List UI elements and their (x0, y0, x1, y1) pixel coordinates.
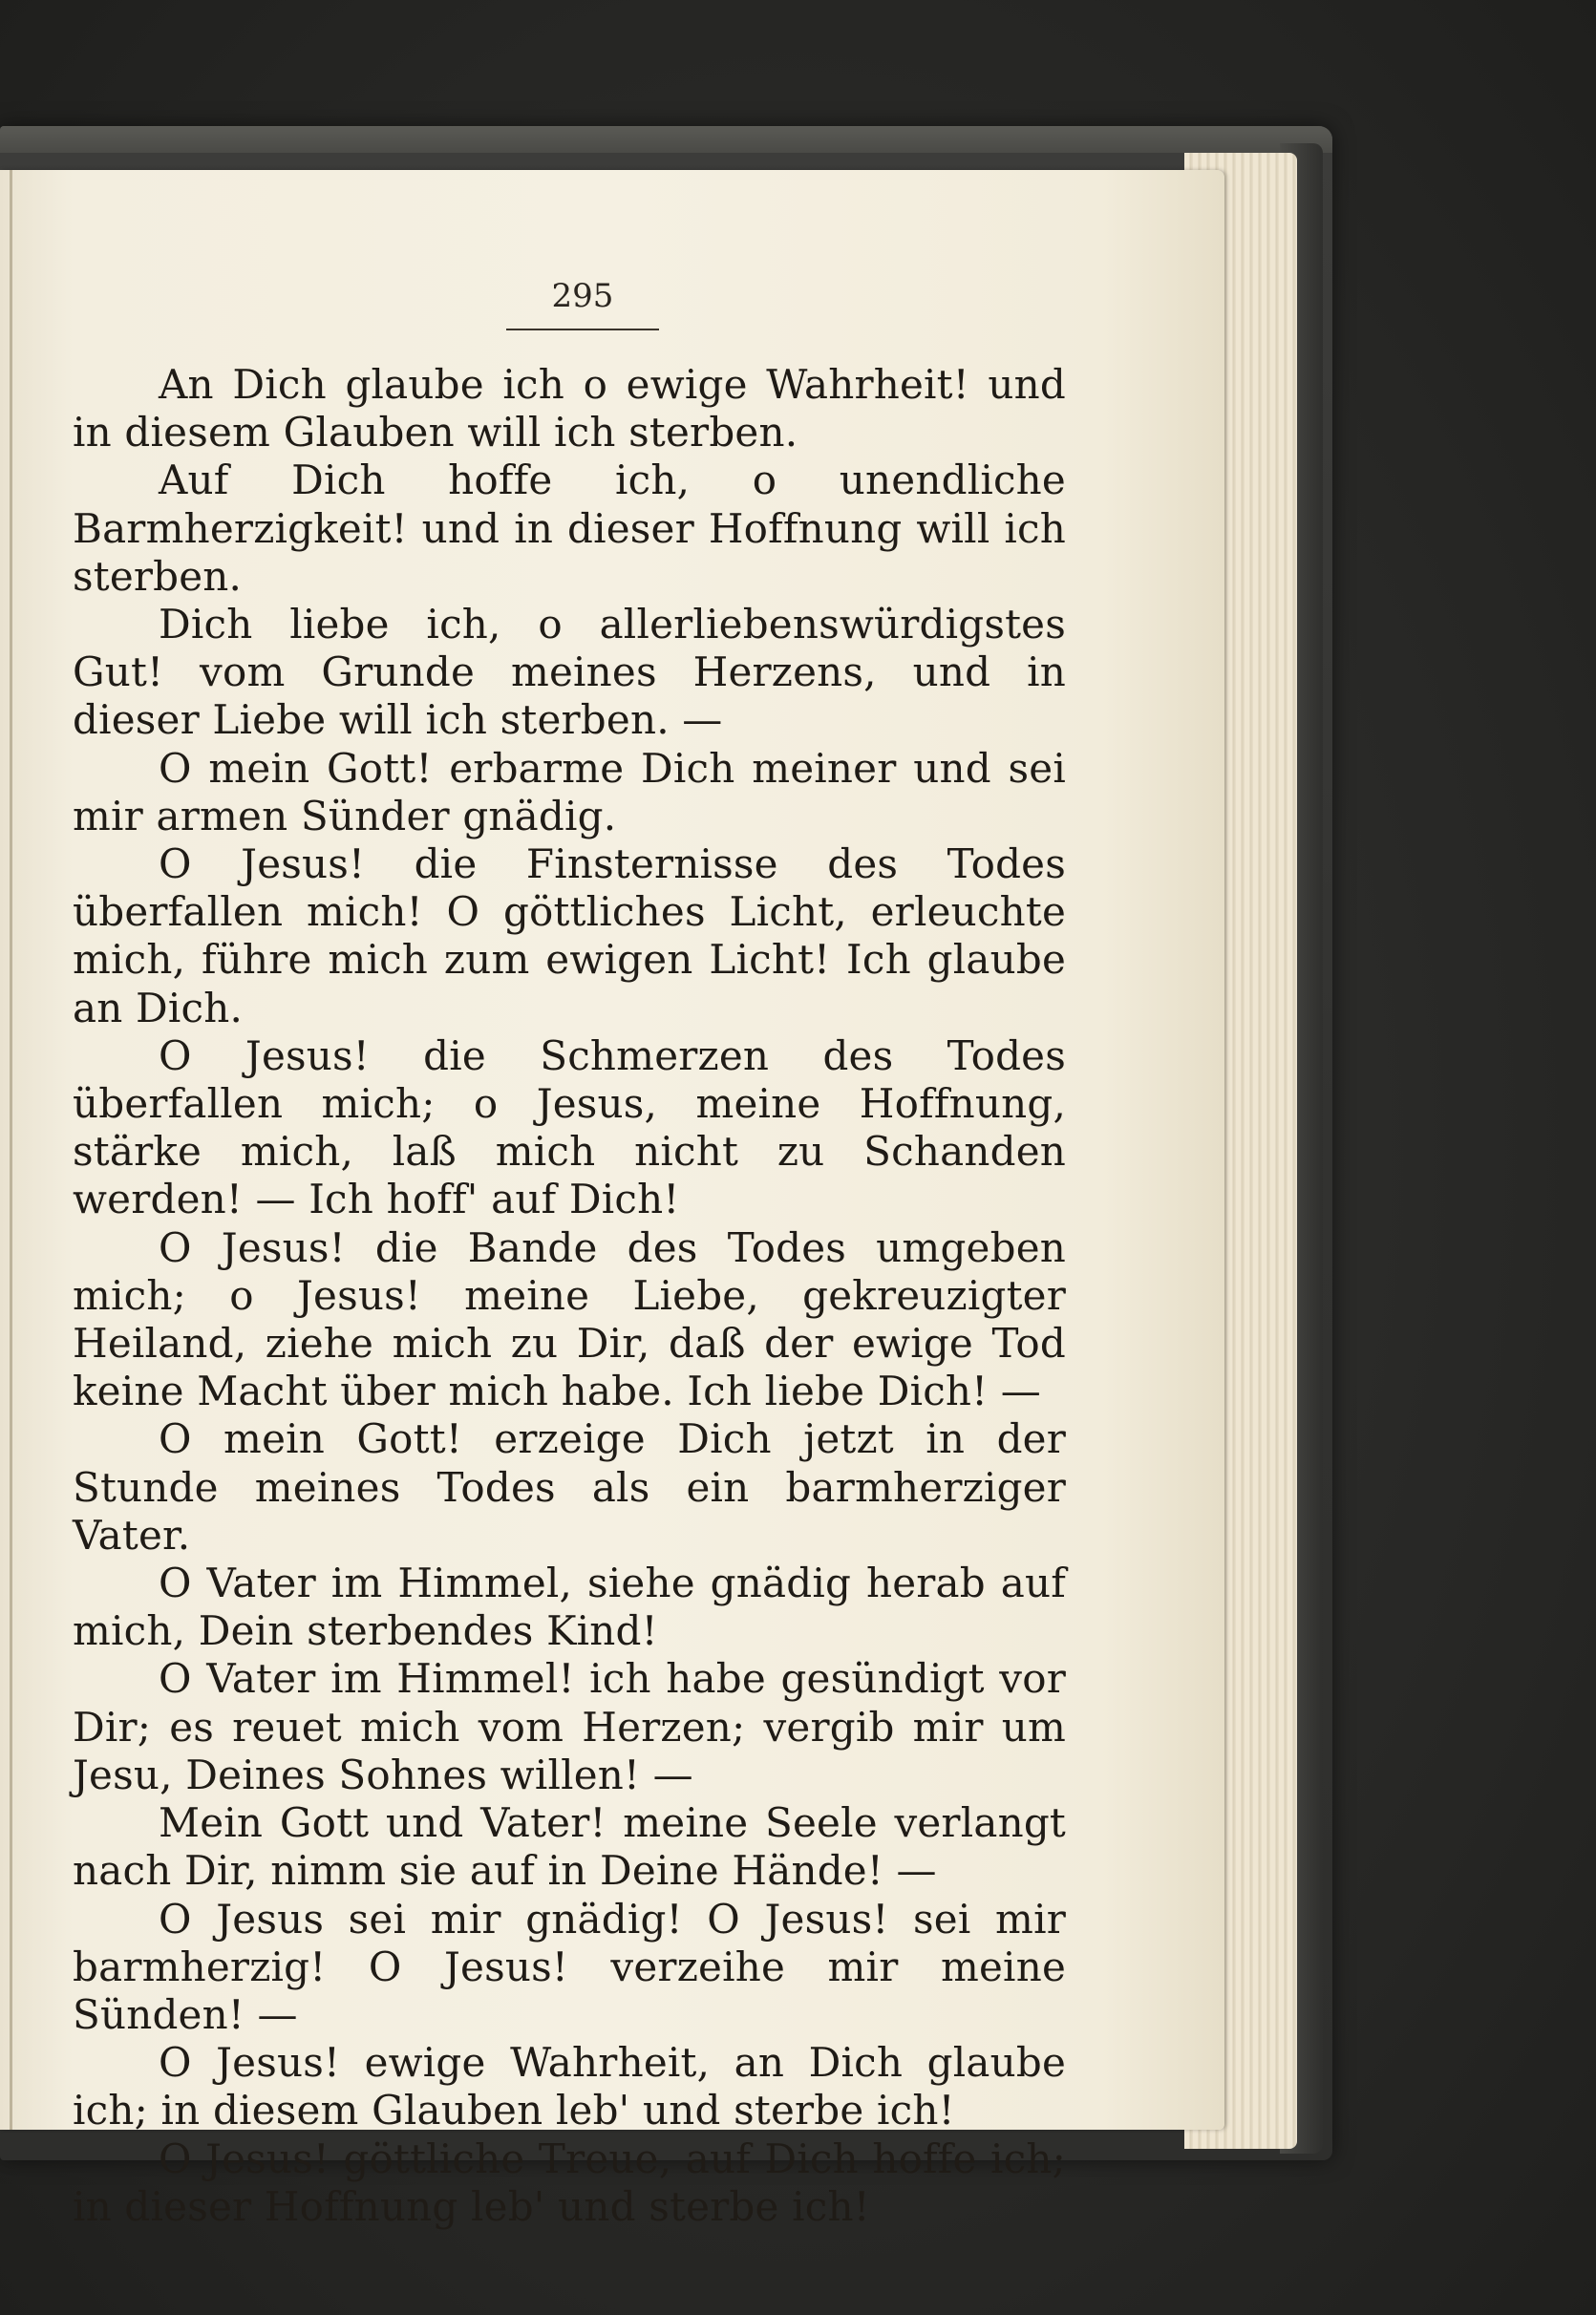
paragraph: O Jesus! ewige Wahrheit, an Dich glaube ich; in diesem Glauben leb' und sterbe ich! (73, 2039, 1066, 2134)
paragraph: Mein Gott und Vater! meine Seele verlangt nach Dir, nimm sie auf in Deine Hände! — (73, 1799, 1066, 1895)
paragraph: O mein Gott! erzeige Dich jetzt in der Stunde meines Todes als ein barmherziger Vater. (73, 1415, 1066, 1559)
paragraph: O Vater im Himmel! ich habe gesündigt vor Dir; es reuet mich vom Herzen; vergib mir um Jesu, Deines Sohnes willen! — (73, 1655, 1066, 1798)
paragraph: An Dich glaube ich o ewige Wahrheit! und in diesem Glauben will ich sterben. (73, 361, 1066, 457)
page-number: 295 (551, 277, 614, 315)
book-cover-edge (0, 126, 1332, 153)
paragraph: O Vater im Himmel, siehe gnädig herab auf mich, Dein sterbendes Kind! (73, 1560, 1066, 1655)
page-number-rule (506, 329, 659, 330)
paragraph: O Jesus! die Schmerzen des Todes überfallen mich; o Jesus, meine Hoffnung, stärke mich, laß mich nicht zu Schanden werden! — Ich hoff' auf Dich! (73, 1031, 1066, 1223)
paragraph: O Jesus sei mir gnädig! O Jesus! sei mir barmherzig! O Jesus! verzeihe mir meine Sünden! — (73, 1895, 1066, 2038)
paragraph: Dich liebe ich, o allerliebenswürdigstes Gut! vom Grunde meines Herzens, und in dieser Liebe will ich sterben. — (73, 601, 1066, 744)
paragraph: Auf Dich hoffe ich, o unendliche Barmherzigkeit! und in dieser Hoffnung will ich sterben. (73, 457, 1066, 600)
paragraph: O Jesus! die Finsternisse des Todes überfallen mich! O göttliches Licht, erleuchte mich, führe mich zum ewigen Licht! Ich glaube an Dich. (73, 840, 1066, 1031)
page-gutter (10, 170, 12, 2130)
page-body-text (73, 361, 1066, 2231)
paragraph: O Jesus! göttliche Treue, auf Dich hoffe ich; in dieser Hoffnung leb' und sterbe ich! (73, 2134, 1066, 2230)
paragraph: O Jesus! die Bande des Todes umgeben mich; o Jesus! meine Liebe, gekreuzigter Heiland, ziehe mich zu Dir, daß der ewige Tod keine Macht über mich habe. Ich liebe Dich! — (73, 1223, 1066, 1415)
paragraph: O mein Gott! erbarme Dich meiner und sei mir armen Sünder gnädig. (73, 744, 1066, 839)
